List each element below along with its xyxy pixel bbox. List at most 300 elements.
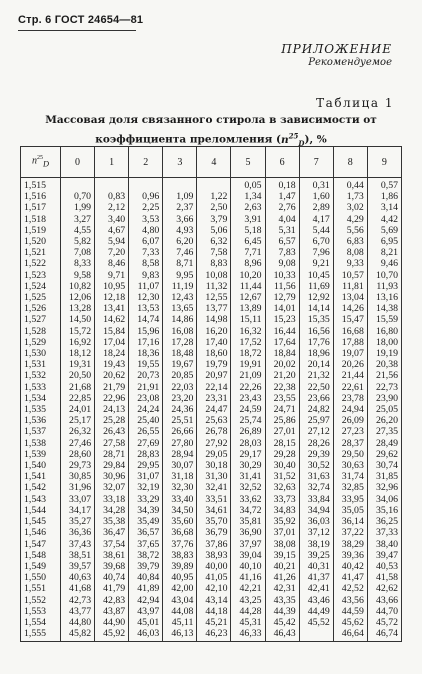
table-cell: 35,49 [129,516,163,527]
table-cell: 4,42 [367,214,401,225]
table-cell: 22,85 [61,393,95,404]
table-cell: 42,21 [231,583,265,594]
table-cell: 22,03 [163,382,197,393]
row-refractive-index: 1,518 [21,214,61,225]
row-refractive-index: 1,538 [21,438,61,449]
page-header: Стр. 6 ГОСТ 24654—81 [18,14,144,26]
table-row [21,426,402,437]
table-cell: 4,67 [95,225,129,236]
table-cell: 31,30 [197,471,231,482]
table-cell: 10,70 [367,270,401,281]
table-cell: 31,74 [333,471,367,482]
row-refractive-index: 1,520 [21,236,61,247]
table-cell: 13,53 [129,303,163,314]
table-cell: 45,82 [61,628,95,642]
table-cell: 42,00 [163,583,197,594]
table-cell: 40,42 [333,561,367,572]
table-cell: 14,50 [61,314,95,325]
table-cell: 44,80 [61,617,95,628]
table-cell: 9,58 [61,270,95,281]
table-cell: 29,50 [333,449,367,460]
table-cell: 30,63 [333,460,367,471]
table-cell: 39,57 [61,561,95,572]
table-cell: 11,07 [129,281,163,292]
table-cell: 11,19 [163,281,197,292]
table-cell: 40,21 [265,561,299,572]
table-cell: 21,56 [367,370,401,381]
table-cell: 28,60 [61,449,95,460]
row-refractive-index: 1,543 [21,494,61,505]
table-cell: 44,08 [163,606,197,617]
table-row [21,359,402,370]
table-cell: 24,01 [61,404,95,415]
table-cell: 10,20 [231,270,265,281]
table-cell: 32,30 [163,482,197,493]
table-cell: 6,07 [129,236,163,247]
table-cell: 26,55 [129,426,163,437]
table-cell: 19,31 [61,359,95,370]
table-cell: 36,14 [333,516,367,527]
column-header: 8 [333,147,367,178]
table-cell: 39,04 [231,550,265,561]
table-cell: 26,89 [231,426,265,437]
table-row [21,516,402,527]
table-cell: 3,66 [163,214,197,225]
table-row [21,550,402,561]
table-cell: 3,27 [61,214,95,225]
table-row [21,628,402,642]
table-cell: 6,95 [367,236,401,247]
table-cell: 20,26 [333,359,367,370]
table-cell: 37,65 [129,539,163,550]
table-row [21,606,402,617]
table-row [21,583,402,594]
table-cell: 17,52 [231,337,265,348]
table-cell: 18,48 [163,348,197,359]
table-cell: 2,37 [163,202,197,213]
table-cell: 39,89 [163,561,197,572]
table-cell: 2,63 [231,202,265,213]
table-cell: 35,16 [367,505,401,516]
row-refractive-index: 1,550 [21,572,61,583]
table-cell: 44,59 [333,606,367,617]
table-cell: 27,69 [129,438,163,449]
table-cell: 8,83 [197,258,231,269]
table-cell: 10,33 [265,270,299,281]
table-cell: 5,31 [265,225,299,236]
table-cell: 41,89 [129,583,163,594]
table-row [21,595,402,606]
table-cell: 41,05 [197,572,231,583]
table-cell: 7,71 [231,247,265,258]
table-cell: 1,99 [61,202,95,213]
table-cell: 5,06 [197,225,231,236]
table-row [21,471,402,482]
column-header: 0 [61,147,95,178]
table-cell: 34,39 [129,505,163,516]
table-cell: 32,63 [265,482,299,493]
table-cell: 37,43 [61,539,95,550]
table-cell: 35,05 [333,505,367,516]
table-cell: 40,53 [367,561,401,572]
table-cell: 40,84 [129,572,163,583]
table-cell: 28,15 [265,438,299,449]
table-cell: 39,25 [299,550,333,561]
table-cell: 29,84 [95,460,129,471]
table-cell: 25,97 [299,415,333,426]
table-cell: 10,57 [333,270,367,281]
table-cell: 7,58 [197,247,231,258]
table-cell: 1,34 [231,191,265,202]
table-row [21,247,402,258]
table-row [21,236,402,247]
table-cell: 30,29 [231,460,265,471]
table-cell: 1,22 [197,191,231,202]
table-cell: 37,01 [265,527,299,538]
column-header: 3 [163,147,197,178]
row-refractive-index: 1,526 [21,303,61,314]
table-cell: 23,20 [163,393,197,404]
table-cell: 37,33 [367,527,401,538]
table-caption: Массовая доля связанного стирола в зависимости от коэффициента преломления $(n^{25}_D)$, % [45,114,377,148]
table-cell: 1,09 [163,191,197,202]
table-cell: 17,16 [129,337,163,348]
table-cell: 12,30 [129,292,163,303]
table-row [21,292,402,303]
table-cell: 42,83 [95,595,129,606]
table-cell: 12,06 [61,292,95,303]
table-cell: 45,92 [95,628,129,642]
row-refractive-index: 1,521 [21,247,61,258]
table-cell: 5,18 [231,225,265,236]
table-cell: 18,96 [299,348,333,359]
table-cell: 15,84 [95,326,129,337]
table-header-row [21,147,402,178]
table-cell: 22,50 [299,382,333,393]
table-cell: 39,68 [95,561,129,572]
table-cell: 34,17 [61,505,95,516]
table-cell: 19,55 [129,359,163,370]
data-table [20,146,402,642]
column-header: 4 [197,147,231,178]
table-cell: 36,47 [95,527,129,538]
row-refractive-index: 1,542 [21,482,61,493]
row-refractive-index: 1,547 [21,539,61,550]
table-row [21,404,402,415]
table-cell: 27,58 [95,438,129,449]
row-refractive-index: 1,535 [21,404,61,415]
table-cell: 21,09 [231,370,265,381]
appendix-subtitle: Рекомендуемое [308,57,392,68]
table-cell: 31,96 [61,482,95,493]
table-cell: 4,93 [163,225,197,236]
table-cell: 38,61 [95,550,129,561]
table-cell: 13,04 [333,292,367,303]
row-refractive-index: 1,527 [21,314,61,325]
table-cell: 25,51 [163,415,197,426]
table-cell: 31,63 [299,471,333,482]
table-cell: 30,18 [197,460,231,471]
row-refractive-index: 1,525 [21,292,61,303]
table-cell: 32,41 [197,482,231,493]
column-header: 2 [129,147,163,178]
table-cell: 23,78 [333,393,367,404]
column-header-refractive-index: $n^{25}_D$ [21,147,61,178]
table-cell: 25,05 [367,404,401,415]
table-cell: 41,47 [333,572,367,583]
table-cell: 10,08 [197,270,231,281]
table-row [21,539,402,550]
table-cell: 29,39 [299,449,333,460]
table-cell: 15,47 [333,314,367,325]
table-cell: 0,57 [367,178,401,192]
table-cell: 4,80 [129,225,163,236]
table-cell: 16,32 [231,326,265,337]
table-cell: 41,37 [299,572,333,583]
table-cell: 34,28 [95,505,129,516]
table-cell: 40,00 [197,561,231,572]
table-cell: 21,68 [61,382,95,393]
table-cell: 22,26 [231,382,265,393]
table-cell: 9,95 [163,270,197,281]
table-cell: 27,46 [61,438,95,449]
table-cell: 33,51 [197,494,231,505]
table-cell: 14,26 [333,303,367,314]
row-refractive-index: 1,548 [21,550,61,561]
table-cell: 12,79 [265,292,299,303]
table-row [21,572,402,583]
table-row [21,337,402,348]
table-cell: 11,56 [265,281,299,292]
table-cell: 8,96 [231,258,265,269]
table-cell: 20,73 [129,370,163,381]
table-cell: 10,82 [61,281,95,292]
table-cell: 5,56 [333,225,367,236]
table-cell: 28,37 [333,438,367,449]
table-cell: 32,52 [231,482,265,493]
table-cell: 6,45 [231,236,265,247]
table-cell: 16,92 [61,337,95,348]
table-cell: 27,12 [299,426,333,437]
row-refractive-index: 1,522 [21,258,61,269]
table-cell: 22,61 [333,382,367,393]
table-cell: 32,96 [367,482,401,493]
table-row [21,270,402,281]
table-cell: 6,70 [299,236,333,247]
table-cell: 44,49 [299,606,333,617]
table-cell: 29,28 [265,449,299,460]
table-cell: 25,17 [61,415,95,426]
table-cell: 13,28 [61,303,95,314]
table-cell: 8,71 [163,258,197,269]
row-refractive-index: 1,555 [21,628,61,642]
table-cell: 25,74 [231,415,265,426]
table-cell: 21,91 [129,382,163,393]
table-cell: 45,31 [231,617,265,628]
table-cell: 44,28 [231,606,265,617]
table-cell: 16,08 [163,326,197,337]
table-cell: 17,64 [265,337,299,348]
table-row [21,326,402,337]
row-refractive-index: 1,532 [21,370,61,381]
table-row [21,415,402,426]
table-cell: 15,59 [367,314,401,325]
row-refractive-index: 1,554 [21,617,61,628]
table-cell: 13,41 [95,303,129,314]
table-cell: 24,94 [333,404,367,415]
table-cell: 14,01 [265,303,299,314]
table-cell: 22,96 [95,393,129,404]
table-cell: 35,27 [61,516,95,527]
table-cell: 38,83 [163,550,197,561]
table-cell: 6,20 [163,236,197,247]
table-cell: 29,17 [231,449,265,460]
table-cell: 23,66 [299,393,333,404]
table-row [21,482,402,493]
table-cell: 23,55 [265,393,299,404]
table-cell: 46,03 [129,628,163,642]
column-header: 1 [95,147,129,178]
table-cell: 11,69 [299,281,333,292]
table-cell: 9,46 [367,258,401,269]
table-cell: 13,89 [231,303,265,314]
table-cell: 8,08 [333,247,367,258]
table-cell: 11,81 [333,281,367,292]
table-cell: 12,92 [299,292,333,303]
table-row [21,438,402,449]
table-body [21,178,402,642]
row-refractive-index: 1,546 [21,527,61,538]
table-cell: 1,60 [299,191,333,202]
row-refractive-index: 1,530 [21,348,61,359]
table-cell: 11,32 [197,281,231,292]
table-cell: 21,32 [299,370,333,381]
table-cell: 46,43 [265,628,299,642]
table-cell: 43,04 [163,595,197,606]
table-cell: 40,10 [231,561,265,572]
table-cell: 27,35 [367,426,401,437]
table-cell: 35,60 [163,516,197,527]
table-cell: 18,12 [61,348,95,359]
row-refractive-index: 1,536 [21,415,61,426]
table-cell: 8,21 [367,247,401,258]
row-refractive-index: 1,551 [21,583,61,594]
table-cell: 3,53 [129,214,163,225]
table-cell: 24,71 [265,404,299,415]
table-cell: 3,02 [333,202,367,213]
table-cell: 41,68 [61,583,95,594]
table-cell: 23,31 [197,393,231,404]
table-row [21,225,402,236]
table-cell: 0,05 [231,178,265,192]
table-cell: 20,14 [299,359,333,370]
table-cell: 29,95 [129,460,163,471]
row-refractive-index: 1,524 [21,281,61,292]
table-cell: 43,14 [197,595,231,606]
table-cell: 33,62 [231,494,265,505]
table-cell: 43,56 [333,595,367,606]
table-cell: 12,67 [231,292,265,303]
row-refractive-index: 1,552 [21,595,61,606]
table-cell: 33,07 [61,494,95,505]
table-cell: 14,38 [367,303,401,314]
table-cell: 45,72 [367,617,401,628]
table-cell: 35,81 [231,516,265,527]
table-cell: 46,64 [333,628,367,642]
table-cell: 0,18 [265,178,299,192]
table-cell: 2,25 [129,202,163,213]
table-cell: 37,12 [299,527,333,538]
table-cell: 37,22 [333,527,367,538]
table-row [21,303,402,314]
table-cell: 20,85 [163,370,197,381]
table-cell: 19,07 [333,348,367,359]
table-cell: 36,25 [367,516,401,527]
row-refractive-index: 1,523 [21,270,61,281]
table-cell: 38,19 [299,539,333,550]
table-cell: 2,76 [265,202,299,213]
table-cell: 14,98 [197,314,231,325]
table-cell: 6,83 [333,236,367,247]
table-cell: 2,89 [299,202,333,213]
table-cell: 36,36 [61,527,95,538]
row-refractive-index: 1,533 [21,382,61,393]
table-cell: 13,65 [163,303,197,314]
table-cell: 41,79 [95,583,129,594]
table-cell: 41,58 [367,572,401,583]
row-refractive-index: 1,553 [21,606,61,617]
table-cell: 26,09 [333,415,367,426]
table-cell: 5,82 [61,236,95,247]
table-cell: 41,26 [265,572,299,583]
table-cell: 28,94 [163,449,197,460]
table-cell: 9,83 [129,270,163,281]
table-cell: 38,29 [333,539,367,550]
table-cell: 20,97 [197,370,231,381]
table-cell: 3,91 [231,214,265,225]
table-cell: 4,04 [265,214,299,225]
table-row [21,178,402,192]
table-cell: 13,16 [367,292,401,303]
table-cell: 12,55 [197,292,231,303]
table-cell: 26,66 [163,426,197,437]
table-row [21,370,402,381]
table-cell: 17,76 [299,337,333,348]
table-cell: 17,28 [163,337,197,348]
table-cell: 17,88 [333,337,367,348]
table-cell: 28,49 [367,438,401,449]
table-cell: 36,68 [163,527,197,538]
table-cell: 21,44 [333,370,367,381]
table-cell: 38,40 [367,539,401,550]
column-header: 9 [367,147,401,178]
table-cell: 7,46 [163,247,197,258]
table-cell: 12,43 [163,292,197,303]
table-cell: 30,40 [265,460,299,471]
table-cell: 22,14 [197,382,231,393]
table-cell: 5,94 [95,236,129,247]
table-cell: 7,20 [95,247,129,258]
table-cell: 2,12 [95,202,129,213]
table-cell: 40,31 [299,561,333,572]
table-cell: 24,13 [95,404,129,415]
table-cell: 42,41 [299,583,333,594]
table-cell: 44,70 [367,606,401,617]
table-cell: 37,86 [197,539,231,550]
table-cell: 26,43 [95,426,129,437]
table-cell: 43,97 [129,606,163,617]
table-cell [95,178,129,192]
